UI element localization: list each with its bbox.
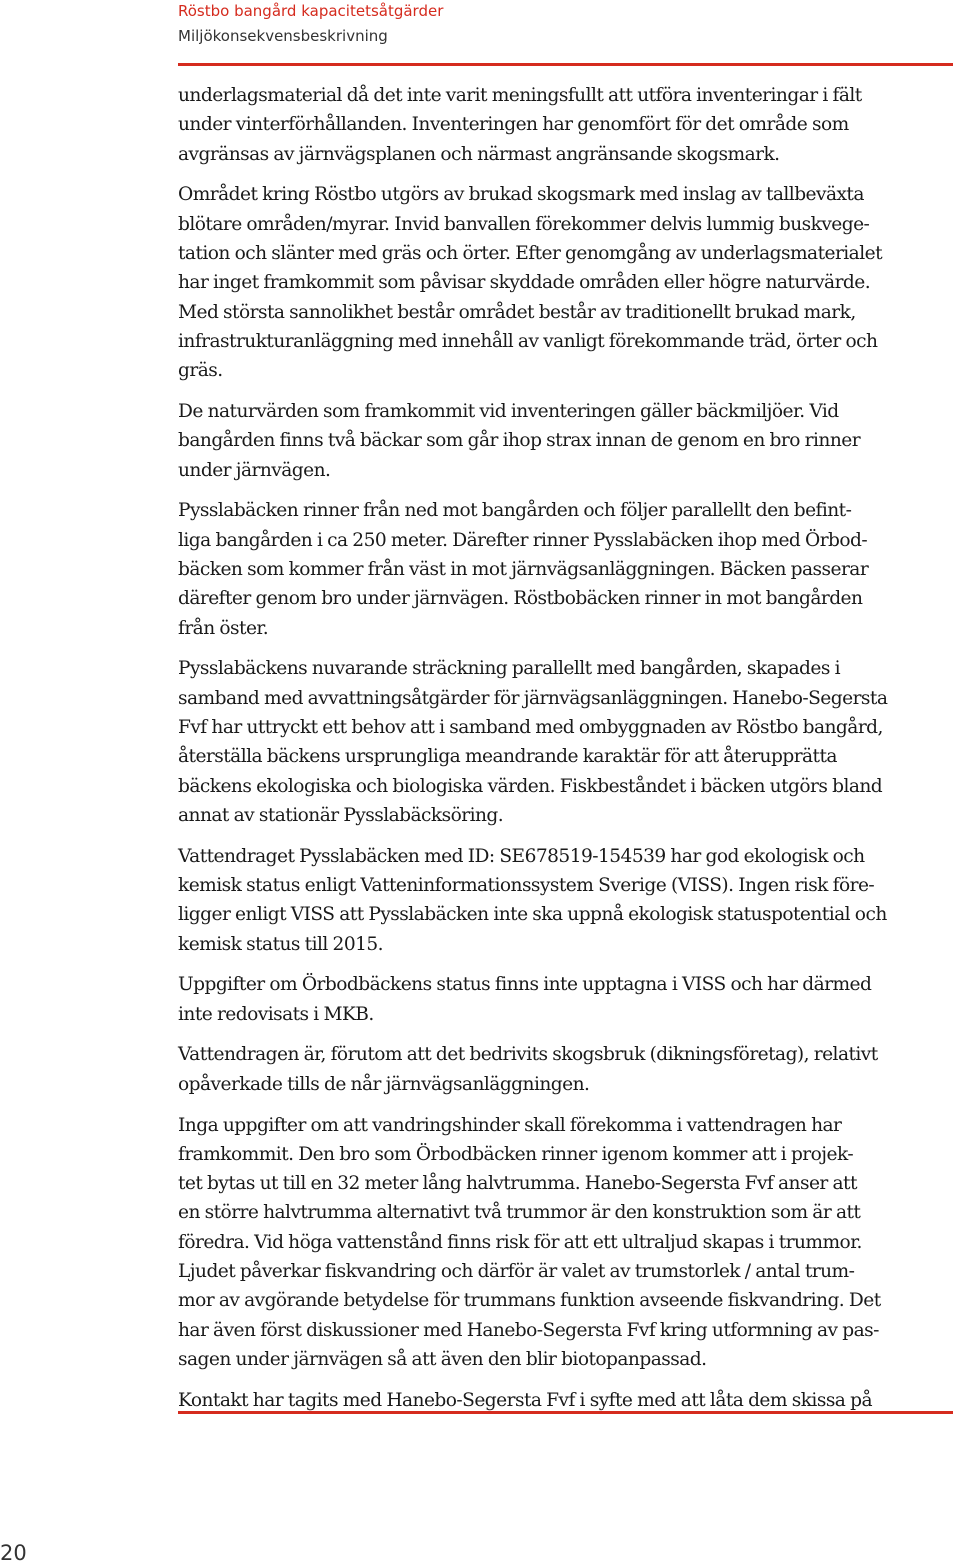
text-line: inte redovisats i MKB. [178,1003,374,1025]
footer-divider [178,1411,953,1414]
text-line: Fvf har uttryckt ett behov att i samband med ombyggnaden av Röstbo bangård, [178,716,883,738]
text-line: bäckens ekologiska och biologiska värden. Fiskbeståndet i bäcken utgörs bland [178,775,883,797]
text-line: sagen under järnvägen så att även den blir biotopanpassad. [178,1348,707,1370]
text-line: Pysslabäckens nuvarande sträckning parallellt med bangården, skapades i [178,658,840,680]
paragraph [178,180,953,385]
text-line: Uppgifter om Örbodbäckens status finns inte upptagna i VISS och har därmed [178,974,872,996]
page-number: 20 [0,1541,27,1565]
text-line: en större halvtrumma alternativt två trummor är den konstruktion som är att [178,1202,861,1224]
paragraph [178,1040,953,1099]
paragraph [178,654,953,830]
paragraph [178,842,953,959]
text-line: avgränsas av järnvägsplanen och närmast angränsande skogsmark. [178,143,780,165]
text-line: Ljudet påverkar fiskvandring och därför är valet av trumstorlek / antal trum- [178,1260,855,1282]
text-line: Kontakt har tagits med Hanebo-Segersta Fvf i syfte med att låta dem skissa på [178,1389,872,1411]
text-line: tet bytas ut till en 32 meter lång halvtrumma. Hanebo-Segersta Fvf anser att [178,1173,857,1195]
text-line: mor av avgörande betydelse för trummans funktion avseende fiskvandring. Det [178,1290,881,1312]
text-line: har inget framkommit som påvisar skyddade områden eller högre naturvärde. [178,272,871,294]
text-line: under vinterförhållanden. Inventeringen har genomfört för det område som [178,114,849,136]
text-line: tation och slänter med gräs och örter. Efter genomgång av underlagsmaterialet [178,242,882,264]
text-line: Vattendragen är, förutom att det bedrivits skogsbruk (dikningsföretag), relativt [178,1044,878,1066]
text-line: Pysslabäcken rinner från ned mot bangården och följer parallellt den befint- [178,500,852,522]
body-text [178,81,953,1426]
paragraph [178,496,953,642]
text-line: Med största sannolikhet består området består av traditionellt brukad mark, [178,301,856,323]
paragraph [178,970,953,1029]
text-line: framkommit. Den bro som Örbodbäcken rinner igenom kommer att i projek- [178,1143,854,1165]
text-line: samband med avvattningsåtgärder för järnvägsanläggningen. Hanebo-Segersta [178,687,888,709]
text-line: blötare områden/myrar. Invid banvallen förekommer delvis lummig buskvege- [178,213,870,235]
text-line: återställa bäckens ursprungliga meandrande karaktär för att återupprätta [178,746,837,768]
text-line: därefter genom bro under järnvägen. Röstbobäcken rinner in mot bangården [178,588,863,610]
text-line: under järnvägen. [178,459,331,481]
text-line: liga bangården i ca 250 meter. Därefter rinner Pysslabäcken ihop med Örbod- [178,529,868,551]
paragraph [178,81,953,169]
document-title: Röstbo bangård kapacitetsåtgärder [178,2,444,20]
text-line: opåverkade tills de når järnvägsanläggningen. [178,1073,590,1095]
text-line: från öster. [178,617,269,639]
text-line: De naturvärden som framkommit vid inventeringen gäller bäckmiljöer. Vid [178,400,839,422]
text-line: underlagsmaterial då det inte varit meningsfullt att utföra inventeringar i fält [178,85,862,106]
text-line: ligger enligt VISS att Pysslabäcken inte ska uppnå ekologisk statuspotential och [178,904,887,926]
text-line: annat av stationär Pysslabäcksöring. [178,804,504,826]
text-line: bäcken som kommer från väst in mot järnvägsanläggningen. Bäcken passerar [178,558,869,580]
document-subtitle: Miljökonsekvensbeskrivning [178,27,388,45]
text-line: Inga uppgifter om att vandringshinder skall förekomma i vattendragen har [178,1114,842,1136]
text-line: har även först diskussioner med Hanebo-Segersta Fvf kring utformning av pas- [178,1319,879,1341]
header-divider [178,63,953,66]
paragraph [178,397,953,485]
text-line: föredra. Vid höga vattenstånd finns risk för att ett ultraljud skapas i trummor. [178,1231,862,1253]
text-line: Området kring Röstbo utgörs av brukad skogsmark med inslag av tallbeväxta [178,184,864,206]
text-line: Vattendraget Pysslabäcken med ID: SE678519-154539 har god ekologisk och [178,845,865,867]
text-line: kemisk status till 2015. [178,933,384,955]
paragraph [178,1111,953,1375]
text-line: bangården finns två bäckar som går ihop strax innan de genom en bro rinner [178,430,861,452]
page-header [178,0,938,49]
text-line: gräs. [178,360,223,382]
text-line: infrastrukturanläggning med innehåll av vanligt förekommande träd, örter och [178,330,878,352]
text-line: kemisk status enligt Vatteninformationssystem Sverige (VISS). Ingen risk före- [178,874,875,896]
